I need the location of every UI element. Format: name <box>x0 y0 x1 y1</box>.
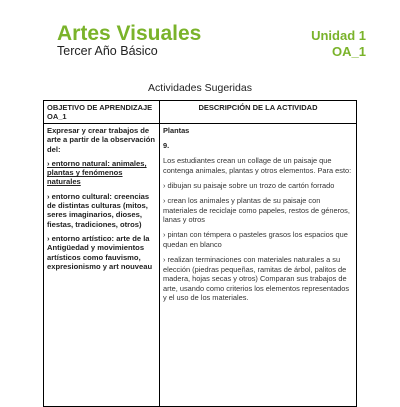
objective-cultural: › entorno cultural: creencias de distintas culturas (mitos, seres imaginarios, dioses, fiestas, tradiciones, otros) <box>47 191 150 229</box>
unit-label: Unidad 1 <box>311 28 366 43</box>
description-cell <box>160 124 357 407</box>
activity-topic: Plantas <box>163 126 190 135</box>
section-title: Actividades Sugeridas <box>148 82 252 94</box>
activity-intro: Los estudiantes crean un collage de un paisaje que contenga animales, plantas y otros elementos. Para esto: <box>163 156 352 175</box>
oa-label: OA_1 <box>332 44 366 59</box>
description-header: DESCRIPCIÓN DE LA ACTIVIDAD <box>160 101 357 124</box>
table-header-row <box>44 101 357 124</box>
table-row <box>44 124 357 407</box>
activity-step: › dibujan su paisaje sobre un trozo de cartón forrado <box>163 180 335 190</box>
page-title: Artes Visuales <box>57 22 202 45</box>
activity-step: › realizan terminaciones con materiales naturales a su elección (piedras pequeñas, ramitas de árbol, palitos de madera, hojas secas y otros) Comparan sus trabajos de arte, usando como criterios los elementos representados y el uso de los materiales. <box>163 254 350 303</box>
activity-step: › pintan con témpera o pasteles grasos los espacios que quedan en blanco <box>163 230 348 249</box>
objective-header: OBJETIVO DE APRENDIZAJE OA_1 <box>44 101 160 124</box>
activity-number: 9. <box>163 141 170 151</box>
objective-natural: › entorno natural: animales, plantas y fenómenos naturales <box>47 158 147 187</box>
activity-step: › crean los animales y plantas de su paisaje con materiales de reciclaje como papeles, restos de géneros, lanas y otros <box>163 195 350 225</box>
page-subtitle: Tercer Año Básico <box>57 44 158 58</box>
objective-intro: Expresar y crear trabajos de arte a partir de la observación del: <box>47 126 156 154</box>
objective-cell <box>44 124 160 407</box>
objective-artistic: › entorno artístico: arte de la Antigüedad y movimientos artísticos como fauvismo, expresionismo y art nouveau <box>47 233 153 271</box>
activities-table <box>43 100 357 407</box>
